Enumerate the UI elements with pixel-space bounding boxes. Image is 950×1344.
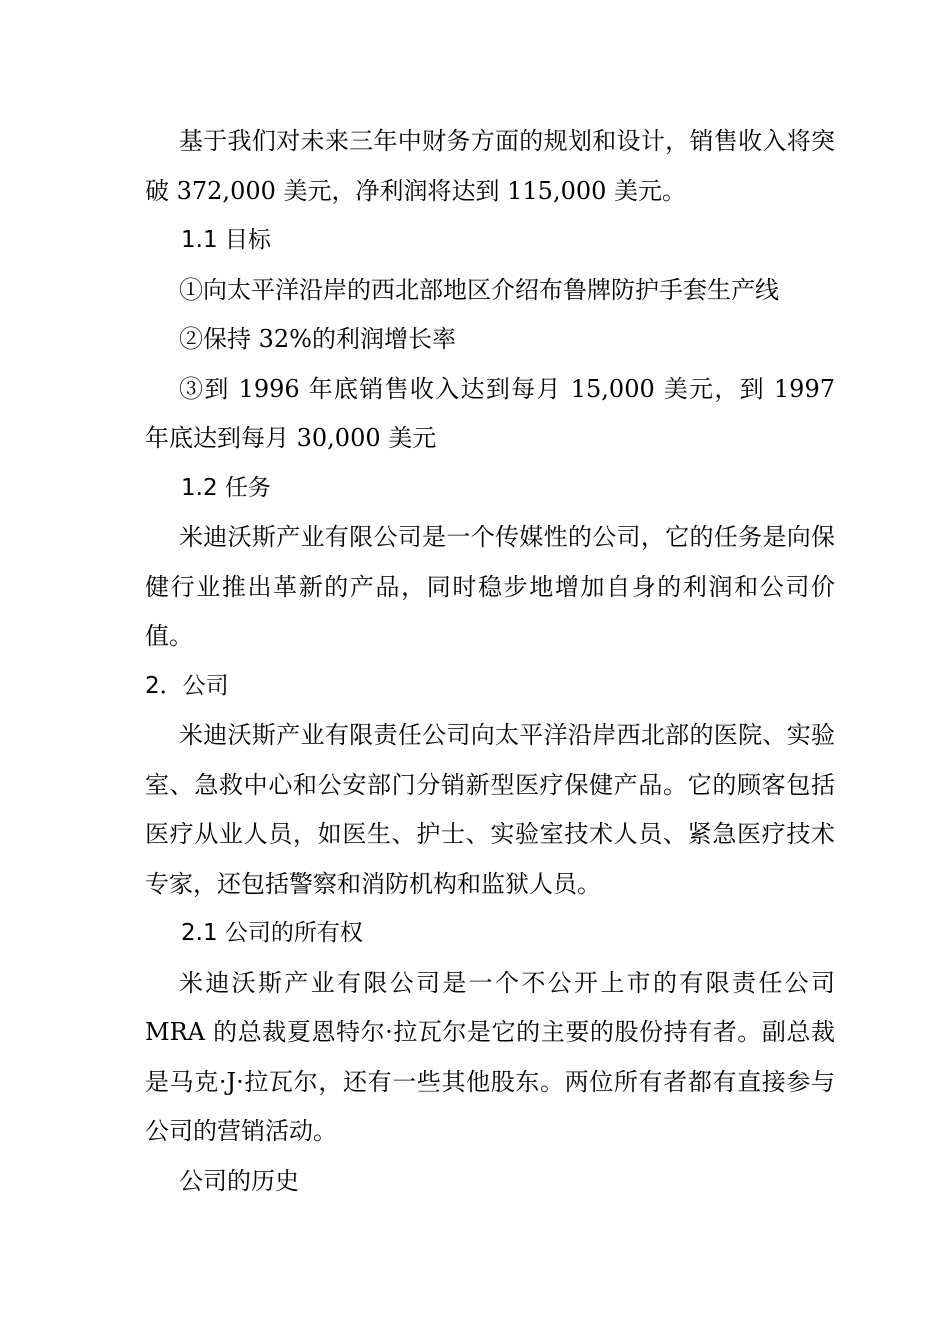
- ownership-paragraph: 米迪沃斯产业有限公司是一个不公开上市的有限责任公司 MRA 的总裁夏恩特尔·拉瓦尔是它的主要的股份持有者。副总裁是马克·J·拉瓦尔，还有一些其他股东。两位所有者都有直接参与公司的营销活动。: [145, 968, 835, 1145]
- mission-paragraph: 米迪沃斯产业有限公司是一个传媒性的公司，它的任务是向保健行业推出革新的产品，同时稳步地增加自身的利润和公司价值。: [145, 523, 835, 650]
- heading-1-1-goals: 1.1 目标: [181, 227, 271, 253]
- company-paragraph: 米迪沃斯产业有限责任公司向太平洋沿岸西北部的医院、实验室、急救中心和公安部门分销新型医疗保健产品。它的顾客包括医疗从业人员，如医生、护士、实验室技术人员、紧急医疗技术专家，还包括警察和消防机构和监狱人员。: [145, 721, 835, 898]
- heading-2-company: 2．公司: [145, 672, 229, 699]
- goal-item-2: ②保持 32%的利润增长率: [179, 325, 456, 353]
- goal-item-3: ③到 1996 年底销售收入达到每月 15,000 美元，到 1997 年底达到每月 30,000 美元: [145, 374, 835, 452]
- goal-item-1: ①向太平洋沿岸的西北部地区介绍布鲁牌防护手套生产线: [179, 275, 779, 304]
- intro-paragraph: 基于我们对未来三年中财务方面的规划和设计，销售收入将突破 372,000 美元，净利润将达到 115,000 美元。: [145, 127, 835, 205]
- heading-2-1-ownership: 2.1 公司的所有权: [181, 920, 363, 946]
- company-history-heading: 公司的历史: [179, 1166, 299, 1195]
- heading-1-2-mission: 1.2 任务: [181, 474, 271, 501]
- document-content: [145, 117, 835, 1206]
